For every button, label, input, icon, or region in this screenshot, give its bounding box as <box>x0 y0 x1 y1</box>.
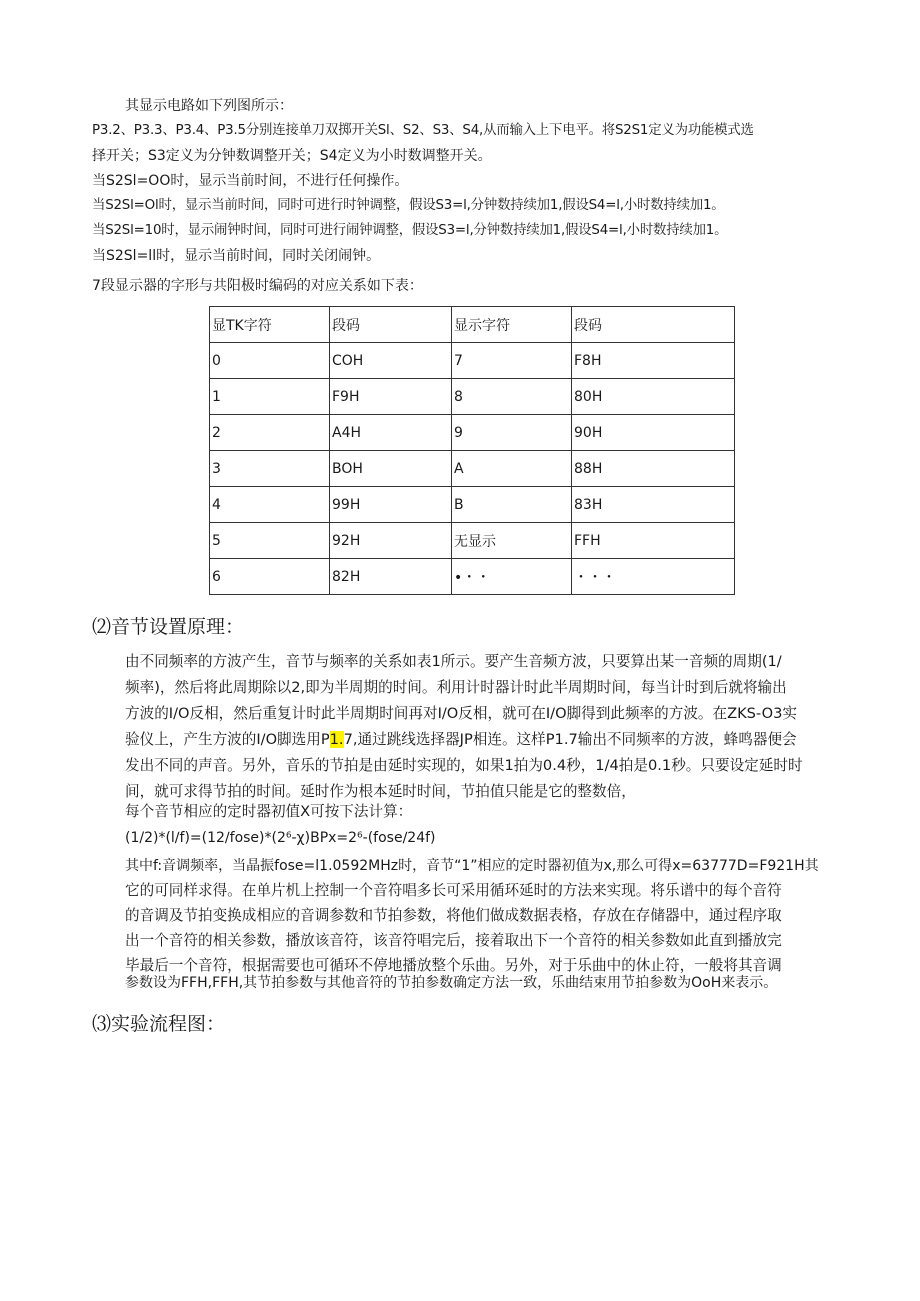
formula: (1/2)*(l∕f)=(12∕fose)*(2⁶-χ)BPx=2⁶-(fose∕24f) <box>125 830 436 846</box>
paragraph-text: 7,通过跳线选择器JP相连。这样P1.7输出不同频率的方波，蜂鸣器便会 <box>343 731 797 748</box>
paragraph-line: 频率)，然后将此周期除以2,即为半周期的时间。利用计时器计时此半周期时间，每当计时到后就将输出 <box>125 679 787 696</box>
intro-line-4: 当S2Sl=OO时，显示当前时间，不进行任何操作。 <box>92 173 409 189</box>
table-cell: A <box>452 451 572 487</box>
highlighted-text: 1. <box>329 731 344 748</box>
table-cell: •・・ <box>452 559 572 595</box>
table-cell: 99H <box>330 487 452 523</box>
table-cell: 4 <box>210 487 330 523</box>
table-row <box>210 523 735 559</box>
header-cell: 段码 <box>330 307 452 343</box>
table-cell: FFH <box>572 523 735 559</box>
paragraph-line: 的音调及节拍变换成相应的音调参数和节拍参数，将他们做成数据表格，存放在存储器中，通过程序取 <box>125 907 782 924</box>
paragraph-line: 它的可同样求得。在单片机上控制一个音符唱多长可采用循环延时的方法来实现。将乐谱中的每个音符 <box>125 882 782 899</box>
intro-line-1: 其显示电路如下列图所示： <box>125 98 293 114</box>
table-cell: F9H <box>330 379 452 415</box>
header-cell: 段码 <box>572 307 735 343</box>
table-row <box>210 415 735 451</box>
table-row <box>210 343 735 379</box>
table-cell: 90H <box>572 415 735 451</box>
section-heading: ⑶实验流程图： <box>92 1013 226 1035</box>
paragraph-line <box>125 730 797 750</box>
table-cell: 1 <box>210 379 330 415</box>
table-cell: 5 <box>210 523 330 559</box>
paragraph-line: 参数设为FFH,FFH,其节拍参数与其他音符的节拍参数确定方法一致，乐曲结束用节拍参数为OoH来表示。 <box>125 975 778 991</box>
intro-line-7: 当S2Sl=ll时，显示当前时间，同时关闭闹钟。 <box>92 248 381 264</box>
table-cell: 92H <box>330 523 452 559</box>
intro-line-3: 择开关；S3定义为分钟数调整开关；S4定义为小时数调整开关。 <box>92 148 492 164</box>
table-cell: 0 <box>210 343 330 379</box>
table-cell: F8H <box>572 343 735 379</box>
paragraph-text: 验仪上，产生方波的I/O脚选用P <box>125 731 330 748</box>
table-row <box>210 487 735 523</box>
paragraph-line: 每个音节相应的定时器初值X可按下法计算： <box>125 803 413 820</box>
paragraph-line: 出一个音符的相关参数，播放该音符，该音符唱完后，接着取出下一个音符的相关参数如此直到播放完 <box>125 932 782 949</box>
table-cell: 88H <box>572 451 735 487</box>
table-row <box>210 559 735 595</box>
table-cell: 无显示 <box>452 523 572 559</box>
table-cell: 6 <box>210 559 330 595</box>
paragraph-line: 由不同频率的方波产生，音节与频率的关系如表1所示。要产生音频方波，只要算出某一音频的周期(1/ <box>125 653 782 670</box>
table-cell: 7 <box>452 343 572 379</box>
table-cell: A4H <box>330 415 452 451</box>
header-cell: 显TK字符 <box>210 307 330 343</box>
intro-line-6: 当S2Sl=10时，显示闹钟时间，同时可进行闹钟调整，假设S3=l,分钟数持续加1,假设S4=l,小时数持续加1。 <box>92 223 728 238</box>
table-cell: 8 <box>452 379 572 415</box>
segment-code-table <box>209 306 735 595</box>
intro-line-5: 当S2Sl=Ol时，显示当前时间，同时可进行时钟调整，假设S3=l,分钟数持续加1,假设S4=l,小时数持续加1。 <box>92 198 725 213</box>
header-cell: 显示字符 <box>452 307 572 343</box>
table-cell: COH <box>330 343 452 379</box>
paragraph-line: 间，就可求得节拍的时间。延时作为根本延时时间，节拍值只能是它的整数倍， <box>125 783 636 800</box>
table-cell: BOH <box>330 451 452 487</box>
table-cell: 2 <box>210 415 330 451</box>
intro-line-2: P3.2、P3.3、P3.4、P3.5分别连接单刀双掷开关Sl、S2、S3、S4,从而输入上下电平。将S2S1定义为功能模式选 <box>92 123 754 138</box>
table-row <box>210 451 735 487</box>
section-heading: ⑵音节设置原理： <box>92 616 245 638</box>
table-row <box>210 379 735 415</box>
table-cell: ・・・ <box>572 559 735 595</box>
table-cell: 82H <box>330 559 452 595</box>
table-cell: B <box>452 487 572 523</box>
paragraph-line: 其中f:音调频率，当晶振fose=l1.0592MHz时，音节“1”相应的定时器初值为x,那么可得x=63777D=F921H其 <box>125 858 819 874</box>
table-cell: 3 <box>210 451 330 487</box>
table-header-row <box>210 307 735 343</box>
table-cell: 80H <box>572 379 735 415</box>
paragraph-line: 发出不同的声音。另外，音乐的节拍是由延时实现的，如果1拍为0.4秒，1/4拍是0.1秒。只要设定延时时 <box>125 757 803 774</box>
table-caption: 7段显示器的字形与共阳极时编码的对应关系如下表： <box>92 278 423 294</box>
table-cell: 9 <box>452 415 572 451</box>
paragraph-line: 方波的I/O反相，然后重复计时此半周期时间再对I/O反相，就可在I/O脚得到此频率的方波。在ZKS-O3实 <box>125 705 797 722</box>
paragraph-line: 毕最后一个音符，根据需要也可循环不停地播放整个乐曲。另外，对于乐曲中的休止符，一般将其音调 <box>125 957 782 974</box>
table-cell: 83H <box>572 487 735 523</box>
